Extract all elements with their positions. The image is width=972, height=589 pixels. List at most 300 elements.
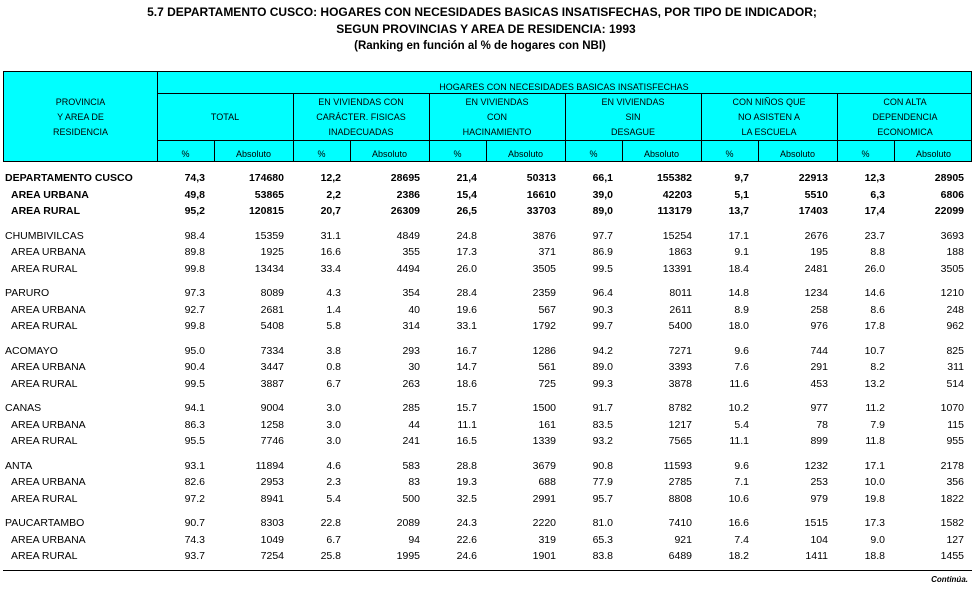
abs-cell: 2953 (260, 476, 284, 488)
pct-cell: 16.5 (456, 435, 477, 447)
abs-cell: 8941 (260, 492, 284, 505)
pct-cell: 89.8 (184, 246, 205, 258)
pct-cell: 5.4 (734, 418, 749, 431)
table-row (3, 400, 972, 417)
pct-cell: 9.6 (734, 344, 749, 357)
abs-cell: 53865 (254, 188, 284, 201)
table-row (3, 228, 972, 245)
row-label: AREA URBANA (11, 418, 86, 431)
row-label: AREA RURAL (11, 492, 78, 505)
pct-cell: 97.3 (184, 287, 205, 299)
pct-cell: 18.8 (864, 550, 885, 562)
abs-cell: 899 (810, 435, 828, 447)
abs-cell: 1500 (532, 402, 556, 414)
pct-cell: 12,2 (320, 172, 341, 184)
pct-cell: 98.4 (184, 229, 205, 242)
pct-cell: 7.4 (734, 533, 749, 546)
abs-cell: 1863 (668, 246, 692, 258)
pct-cell: 16.6 (728, 517, 749, 529)
pct-cell: 77.9 (592, 476, 613, 488)
pct-cell: 10.0 (864, 476, 885, 488)
pct-subheader: % (861, 149, 870, 159)
abs-cell: 44 (408, 418, 420, 431)
pct-cell: 3.0 (326, 402, 341, 414)
abs-cell: 195 (810, 246, 828, 258)
abs-cell: 258 (810, 303, 828, 316)
table-row (3, 474, 972, 491)
pct-cell: 89.0 (592, 361, 613, 373)
pct-cell: 19.6 (456, 303, 477, 316)
pct-cell: 2,2 (326, 188, 341, 201)
pct-cell: 97.2 (184, 492, 205, 505)
abs-cell: 955 (946, 435, 964, 447)
abs-cell: 241 (402, 435, 420, 447)
pct-cell: 90.4 (184, 361, 205, 373)
pct-cell: 8.6 (870, 303, 885, 316)
pct-cell: 2.3 (326, 476, 341, 488)
abs-cell: 42203 (662, 188, 692, 201)
row-label: DEPARTAMENTO CUSCO (5, 172, 133, 184)
abs-cell: 2178 (940, 459, 964, 472)
group-header-6: CON ALTA DEPENDENCIA ECONOMICA (872, 97, 938, 137)
pct-cell: 83.5 (592, 418, 613, 431)
pct-cell: 6,3 (870, 188, 885, 201)
row-label: AREA RURAL (11, 435, 78, 447)
pct-cell: 8.8 (870, 246, 885, 258)
pct-cell: 26,5 (456, 205, 477, 217)
pct-cell: 16.6 (320, 246, 341, 258)
abs-cell: 371 (538, 246, 556, 258)
pct-cell: 95,2 (184, 205, 205, 217)
spacer-row (3, 277, 972, 285)
pct-cell: 17.3 (456, 246, 477, 258)
abs-cell: 22913 (798, 172, 828, 184)
abs-cell: 921 (674, 533, 692, 546)
abs-cell: 7746 (260, 435, 284, 447)
row-label: CANAS (5, 402, 42, 414)
row-label-header: PROVINCIA Y AREA DE RESIDENCIA (52, 97, 108, 137)
abs-cell: 8303 (260, 517, 284, 529)
title-line-1: 5.7 DEPARTAMENTO CUSCO: HOGARES CON NECESIDADES BASICAS INSATISFECHAS, POR TIPO DE INDICADOR; (147, 5, 817, 19)
pct-cell: 89,0 (592, 205, 613, 217)
pct-cell: 18.0 (728, 320, 749, 332)
abs-cell: 291 (810, 361, 828, 373)
abs-cell: 28695 (390, 172, 420, 184)
row-label: AREA RURAL (11, 320, 78, 332)
abs-cell: 113179 (657, 205, 692, 217)
table-row (3, 285, 972, 302)
abs-cell: 155382 (656, 172, 692, 184)
spacer-row (3, 450, 972, 458)
abs-cell: 744 (810, 344, 828, 357)
abs-cell: 5408 (260, 320, 284, 332)
abs-cell: 174680 (248, 172, 284, 184)
row-label: ACOMAYO (5, 344, 58, 357)
pct-cell: 90.3 (592, 303, 613, 316)
row-label: AREA URBANA (11, 188, 89, 201)
row-label: AREA RURAL (11, 377, 78, 390)
pct-cell: 8.9 (734, 303, 749, 316)
table-row (3, 532, 972, 549)
pct-cell: 94.2 (592, 344, 613, 357)
abs-cell: 1217 (668, 418, 692, 431)
abs-cell: 30 (408, 361, 420, 373)
abs-cell: 11894 (255, 459, 284, 472)
pct-cell: 22.6 (456, 533, 477, 546)
abs-cell: 2481 (804, 262, 828, 275)
pct-cell: 15.7 (456, 402, 477, 414)
pct-cell: 95.7 (592, 492, 613, 505)
pct-cell: 17.1 (864, 459, 885, 472)
pct-cell: 28.4 (456, 287, 477, 299)
group-header-5: CON NIÑOS QUE NO ASISTEN A LA ESCUELA (732, 97, 806, 137)
abs-cell: 26309 (390, 205, 420, 217)
abs-subheader: Absoluto (915, 149, 952, 159)
pct-cell: 16.7 (456, 344, 477, 357)
abs-cell: 3887 (260, 377, 284, 390)
row-label: ANTA (5, 459, 33, 472)
pct-cell: 90.7 (184, 517, 205, 529)
row-label: AREA URBANA (11, 361, 86, 373)
abs-cell: 1070 (940, 402, 964, 414)
group-header-2: EN VIVIENDAS CON CARÁCTER. FISICAS INADECUADAS (316, 97, 406, 137)
pct-cell: 14.8 (728, 287, 749, 299)
abs-cell: 1901 (532, 550, 556, 562)
row-label: AREA URBANA (11, 246, 86, 258)
abs-cell: 1049 (260, 533, 284, 546)
abs-cell: 253 (810, 476, 828, 488)
abs-cell: 1286 (532, 344, 556, 357)
pct-cell: 9.6 (734, 459, 749, 472)
abs-cell: 3679 (532, 459, 556, 472)
pct-cell: 11.2 (865, 402, 885, 414)
pct-cell: 74.3 (184, 533, 205, 546)
pct-cell: 99.8 (184, 262, 205, 275)
abs-cell: 1455 (940, 550, 964, 562)
pct-cell: 86.9 (592, 246, 613, 258)
abs-cell: 161 (538, 418, 556, 431)
abs-cell: 500 (402, 492, 420, 505)
pct-cell: 96.4 (592, 287, 613, 299)
abs-cell: 355 (402, 246, 420, 258)
spacer-row (3, 335, 972, 343)
title-line-2: SEGUN PROVINCIAS Y AREA DE RESIDENCIA: 1993 (336, 22, 636, 36)
abs-cell: 11593 (663, 459, 692, 472)
table-row (3, 458, 972, 475)
group-header-3: EN VIVIENDAS CON HACINAMIENTO (462, 97, 532, 137)
abs-cell: 8808 (668, 492, 692, 505)
pct-cell: 5.4 (326, 492, 341, 505)
pct-cell: 94.1 (184, 402, 205, 414)
pct-cell: 0.8 (326, 361, 341, 373)
table-row (3, 318, 972, 335)
pct-cell: 21,4 (456, 172, 477, 184)
abs-cell: 567 (538, 303, 556, 316)
pct-cell: 93.7 (184, 550, 205, 562)
abs-cell: 979 (810, 492, 828, 505)
abs-cell: 3878 (668, 377, 692, 390)
pct-cell: 82.6 (184, 476, 205, 488)
abs-cell: 127 (946, 533, 964, 546)
abs-cell: 314 (402, 320, 420, 332)
abs-cell: 7565 (668, 435, 692, 447)
abs-cell: 354 (402, 287, 420, 299)
pct-cell: 33.1 (456, 320, 477, 332)
pct-cell: 93.2 (592, 435, 613, 447)
pct-cell: 7.9 (870, 418, 885, 431)
pct-cell: 66,1 (592, 172, 613, 184)
abs-cell: 688 (538, 476, 556, 488)
abs-cell: 2991 (532, 492, 556, 505)
abs-cell: 3505 (940, 262, 964, 275)
data-table (3, 170, 972, 565)
row-label: PAUCARTAMBO (5, 517, 85, 529)
abs-cell: 1339 (532, 435, 556, 447)
row-label: AREA URBANA (11, 303, 86, 316)
abs-cell: 1232 (804, 459, 828, 472)
pct-cell: 14.6 (864, 287, 885, 299)
row-label: AREA RURAL (11, 262, 78, 275)
pct-cell: 10.7 (864, 344, 885, 357)
pct-cell: 90.8 (592, 459, 613, 472)
abs-subheader: Absoluto (507, 149, 544, 159)
pct-cell: 10.2 (728, 402, 749, 414)
abs-cell: 33703 (526, 205, 556, 217)
pct-cell: 3.0 (326, 418, 341, 431)
abs-cell: 263 (402, 377, 420, 390)
pct-cell: 81.0 (592, 517, 613, 529)
pct-cell: 3.0 (326, 435, 341, 447)
pct-subheader: % (725, 149, 734, 159)
pct-subheader: % (181, 149, 190, 159)
abs-cell: 5400 (668, 320, 692, 332)
pct-cell: 23.7 (864, 229, 885, 242)
pct-cell: 26.0 (864, 262, 885, 275)
table-row (3, 417, 972, 434)
abs-subheader: Absoluto (643, 149, 680, 159)
abs-cell: 15359 (254, 229, 284, 242)
pct-cell: 18.6 (456, 377, 477, 390)
abs-cell: 16610 (526, 188, 556, 201)
pct-cell: 92.7 (184, 303, 205, 316)
abs-cell: 1258 (260, 418, 284, 431)
abs-cell: 976 (810, 320, 828, 332)
abs-cell: 561 (538, 361, 556, 373)
abs-cell: 3505 (532, 262, 556, 275)
abs-cell: 6806 (940, 188, 964, 201)
pct-cell: 65.3 (592, 533, 613, 546)
pct-cell: 7.6 (734, 361, 749, 373)
abs-cell: 7271 (668, 344, 692, 357)
abs-cell: 2089 (396, 517, 420, 529)
pct-cell: 91.7 (592, 402, 613, 414)
pct-cell: 12,3 (864, 172, 885, 184)
pct-subheader: % (453, 149, 462, 159)
abs-cell: 2220 (532, 517, 556, 529)
pct-cell: 3.8 (326, 344, 341, 357)
abs-cell: 8089 (260, 287, 284, 299)
abs-cell: 17403 (798, 205, 828, 217)
table-row (3, 302, 972, 319)
abs-cell: 1792 (532, 320, 556, 332)
pct-cell: 11.1 (457, 418, 477, 431)
pct-cell: 5.8 (326, 320, 341, 332)
pct-cell: 86.3 (184, 418, 205, 431)
abs-cell: 2676 (804, 229, 828, 242)
abs-cell: 3876 (532, 229, 556, 242)
abs-cell: 2611 (669, 303, 692, 316)
pct-cell: 24.6 (456, 550, 477, 562)
pct-cell: 17.1 (728, 229, 749, 242)
pct-cell: 99.3 (592, 377, 613, 390)
table-row (3, 515, 972, 532)
pct-cell: 15,4 (456, 188, 477, 201)
abs-cell: 50313 (526, 172, 556, 184)
pct-cell: 18.4 (728, 262, 749, 275)
abs-subheader: Absoluto (779, 149, 816, 159)
abs-cell: 2386 (396, 188, 420, 201)
pct-cell: 95.5 (184, 435, 205, 447)
pct-cell: 11.1 (729, 435, 749, 447)
spacer-row (3, 507, 972, 515)
pct-cell: 17,4 (864, 205, 885, 217)
pct-cell: 26.0 (456, 262, 477, 275)
pct-cell: 33.4 (320, 262, 341, 275)
pct-cell: 39,0 (592, 188, 613, 201)
abs-cell: 115 (947, 418, 964, 431)
abs-cell: 2681 (260, 303, 284, 316)
row-label: AREA URBANA (11, 533, 86, 546)
abs-cell: 1210 (940, 287, 964, 299)
row-label: AREA RURAL (11, 205, 81, 217)
abs-cell: 7254 (260, 550, 284, 562)
pct-cell: 13,7 (728, 205, 749, 217)
abs-cell: 9004 (260, 402, 284, 414)
title-line-3: (Ranking en función al % de hogares con NBI) (354, 40, 606, 52)
table-row (3, 359, 972, 376)
pct-cell: 7.1 (734, 476, 749, 488)
row-label: CHUMBIVILCAS (5, 229, 84, 242)
pct-cell: 17.3 (864, 517, 885, 529)
pct-cell: 9.0 (870, 533, 885, 546)
abs-cell: 1925 (260, 246, 284, 258)
spacer-row (3, 220, 972, 228)
abs-cell: 311 (947, 361, 964, 373)
abs-cell: 1234 (804, 287, 828, 299)
pct-cell: 97.7 (592, 229, 613, 242)
abs-cell: 2785 (668, 476, 692, 488)
abs-cell: 725 (538, 377, 556, 390)
row-label: PARURO (5, 287, 50, 299)
pct-cell: 83.8 (592, 550, 613, 562)
abs-cell: 3693 (940, 229, 964, 242)
abs-subheader: Absoluto (235, 149, 272, 159)
pct-cell: 31.1 (320, 229, 341, 242)
table-row (3, 433, 972, 450)
abs-cell: 6489 (668, 550, 692, 562)
pct-cell: 99.8 (184, 320, 205, 332)
pct-cell: 19.3 (456, 476, 477, 488)
abs-cell: 453 (810, 377, 828, 390)
pct-cell: 24.3 (456, 517, 477, 529)
pct-cell: 11.8 (865, 435, 885, 447)
abs-cell: 40 (408, 303, 420, 316)
abs-cell: 13391 (662, 262, 692, 275)
abs-cell: 248 (946, 303, 964, 316)
abs-cell: 83 (408, 476, 420, 488)
abs-cell: 1515 (804, 517, 828, 529)
pct-cell: 4.6 (326, 459, 341, 472)
table-header (3, 71, 972, 162)
pct-cell: 32.5 (456, 492, 477, 505)
abs-cell: 1582 (940, 517, 964, 529)
pct-cell: 28.8 (456, 459, 477, 472)
bottom-rule (3, 570, 972, 571)
pct-cell: 1.4 (326, 303, 341, 316)
abs-cell: 22099 (934, 205, 964, 217)
abs-cell: 13434 (254, 262, 284, 275)
table-row (3, 491, 972, 508)
table-row (3, 187, 972, 204)
pct-cell: 19.8 (864, 492, 885, 505)
pct-cell: 24.8 (456, 229, 477, 242)
abs-cell: 3447 (260, 361, 284, 373)
spacer-row (3, 392, 972, 400)
pct-cell: 95.0 (184, 344, 205, 357)
pct-cell: 99.5 (184, 377, 205, 390)
pct-cell: 22.8 (320, 517, 341, 529)
pct-cell: 5,1 (734, 188, 749, 201)
abs-cell: 825 (946, 344, 964, 357)
abs-cell: 104 (810, 533, 828, 546)
table-row (3, 548, 972, 565)
pct-cell: 99.7 (592, 320, 613, 332)
super-header: HOGARES CON NECESIDADES BASICAS INSATISFECHAS (439, 82, 689, 92)
pct-cell: 99.5 (592, 262, 613, 275)
abs-cell: 28905 (934, 172, 964, 184)
table-row (3, 170, 972, 187)
abs-cell: 5510 (804, 188, 828, 201)
pct-cell: 8.2 (870, 361, 885, 373)
abs-cell: 188 (946, 246, 964, 258)
abs-subheader: Absoluto (371, 149, 408, 159)
abs-cell: 1822 (940, 492, 964, 505)
pct-cell: 11.6 (729, 377, 749, 390)
abs-cell: 94 (408, 533, 420, 546)
group-header-4: EN VIVIENDAS SIN DESAGUE (601, 97, 665, 137)
abs-cell: 4849 (396, 229, 420, 242)
table-row (3, 244, 972, 261)
table-row (3, 376, 972, 393)
abs-cell: 7410 (668, 517, 692, 529)
abs-cell: 1411 (805, 550, 828, 562)
pct-cell: 14.7 (456, 361, 477, 373)
row-label: AREA URBANA (11, 476, 86, 488)
abs-cell: 319 (538, 533, 556, 546)
continua-note: Continúa. (931, 575, 968, 584)
pct-cell: 49,8 (184, 188, 205, 201)
abs-cell: 356 (946, 476, 964, 488)
pct-cell: 20,7 (320, 205, 341, 217)
pct-cell: 6.7 (326, 377, 341, 390)
abs-cell: 7334 (260, 344, 284, 357)
abs-cell: 977 (810, 402, 828, 414)
abs-cell: 514 (946, 377, 964, 390)
table-row (3, 261, 972, 278)
pct-cell: 13.2 (864, 377, 885, 390)
pct-cell: 4.3 (326, 287, 341, 299)
pct-cell: 9.1 (734, 246, 749, 258)
